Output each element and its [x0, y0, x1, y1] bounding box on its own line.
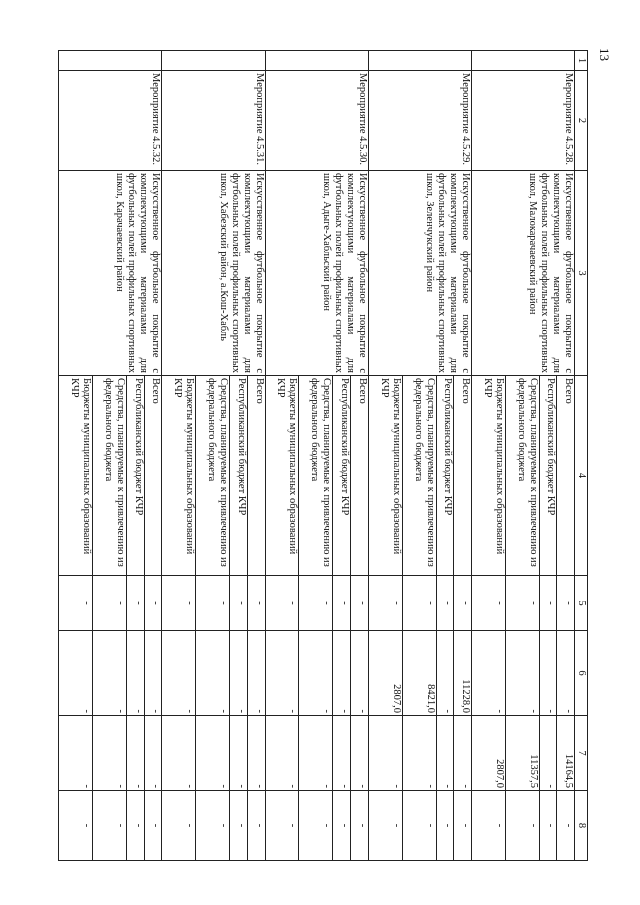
year-value-cell: - — [127, 791, 145, 861]
year-value-cell: 11357,5 — [505, 716, 539, 791]
year-value-cell: - — [436, 631, 454, 716]
year-value-cell: - — [196, 791, 230, 861]
column-number-5: 5 — [575, 576, 588, 631]
year-value-cell: - — [299, 716, 333, 791]
page-number: 13 — [597, 48, 612, 61]
column-number-1: 1 — [575, 51, 588, 71]
year-value-cell: - — [230, 576, 248, 631]
year-value-cell: - — [539, 716, 557, 791]
year-value-cell: - — [247, 716, 265, 791]
table-row — [454, 51, 472, 861]
year-value-cell: - — [299, 631, 333, 716]
year-value-cell: - — [351, 631, 369, 716]
column-number-4: 4 — [575, 376, 588, 576]
measure-id-cell: Мероприятие 4.5.30. — [265, 71, 368, 171]
year-value-cell: - — [162, 716, 196, 791]
funding-source-cell: Бюджеты муниципальных образований КЧР — [471, 376, 505, 576]
year-value-cell: - — [196, 576, 230, 631]
funding-source-cell: Всего — [351, 376, 369, 576]
year-value-cell: - — [471, 576, 505, 631]
funding-source-cell: Республиканский бюджет КЧР — [436, 376, 454, 576]
year-value-cell: - — [162, 576, 196, 631]
year-value-cell: - — [351, 576, 369, 631]
table-row — [247, 51, 265, 861]
row-index-cell — [368, 51, 471, 71]
year-value-cell: - — [144, 791, 162, 861]
funding-source-cell: Средства, планируемые к привлечению из федерального бюджета — [93, 376, 127, 576]
year-value-cell: - — [265, 576, 299, 631]
year-value-cell: - — [144, 716, 162, 791]
year-value-cell: - — [230, 631, 248, 716]
program-measures-table — [58, 50, 588, 861]
rotated-document-page — [58, 50, 588, 860]
year-value-cell: - — [436, 576, 454, 631]
year-value-cell: - — [333, 576, 351, 631]
year-value-cell: - — [127, 631, 145, 716]
measure-description-cell: Искусственное футбольное покрытие с комплектующими материалами для футбольных полей профильных спортивных школ, Малокарачаевский район — [471, 171, 574, 376]
year-value-cell: - — [247, 576, 265, 631]
funding-source-cell: Средства, планируемые к привлечению из федерального бюджета — [299, 376, 333, 576]
table-row — [351, 51, 369, 861]
year-value-cell: - — [333, 716, 351, 791]
year-value-cell: - — [144, 631, 162, 716]
year-value-cell: - — [230, 716, 248, 791]
year-value-cell: - — [557, 631, 575, 716]
funding-source-cell: Бюджеты муниципальных образований КЧР — [162, 376, 196, 576]
year-value-cell: - — [539, 631, 557, 716]
column-number-8: 8 — [575, 791, 588, 861]
funding-source-cell: Всего — [454, 376, 472, 576]
row-index-cell — [265, 51, 368, 71]
row-index-cell — [471, 51, 574, 71]
funding-source-cell: Средства, планируемые к привлечению из федерального бюджета — [402, 376, 436, 576]
year-value-cell: - — [144, 576, 162, 631]
year-value-cell: - — [368, 791, 402, 861]
funding-source-cell: Республиканский бюджет КЧР — [333, 376, 351, 576]
year-value-cell: - — [247, 631, 265, 716]
year-value-cell: - — [162, 791, 196, 861]
funding-source-cell: Республиканский бюджет КЧР — [539, 376, 557, 576]
year-value-cell: 8421,0 — [402, 631, 436, 716]
year-value-cell: 14164,5 — [557, 716, 575, 791]
table-row — [557, 51, 575, 861]
year-value-cell: - — [333, 791, 351, 861]
year-value-cell: - — [402, 576, 436, 631]
year-value-cell: - — [93, 716, 127, 791]
year-value-cell: - — [505, 791, 539, 861]
table-header-row — [575, 51, 588, 861]
year-value-cell: - — [93, 576, 127, 631]
funding-source-cell: Всего — [144, 376, 162, 576]
funding-source-cell: Республиканский бюджет КЧР — [127, 376, 145, 576]
year-value-cell: - — [247, 791, 265, 861]
column-number-7: 7 — [575, 716, 588, 791]
year-value-cell: - — [265, 791, 299, 861]
year-value-cell: - — [454, 716, 472, 791]
year-value-cell: - — [230, 791, 248, 861]
column-number-3: 3 — [575, 171, 588, 376]
year-value-cell: - — [368, 716, 402, 791]
funding-source-cell: Всего — [247, 376, 265, 576]
year-value-cell: - — [557, 576, 575, 631]
year-value-cell: - — [127, 576, 145, 631]
year-value-cell: - — [539, 791, 557, 861]
year-value-cell: - — [299, 576, 333, 631]
year-value-cell: - — [59, 716, 93, 791]
funding-source-cell: Бюджеты муниципальных образований КЧР — [59, 376, 93, 576]
year-value-cell: - — [454, 791, 472, 861]
year-value-cell: - — [539, 576, 557, 631]
measure-id-cell: Мероприятие 4.5.29. — [368, 71, 471, 171]
year-value-cell: - — [127, 716, 145, 791]
row-index-cell — [59, 51, 162, 71]
measure-description-cell: Искусственное футбольное покрытие с комплектующими материалами для футбольных полей профильных спортивных школ, Зеленчукский район — [368, 171, 471, 376]
year-value-cell: - — [59, 576, 93, 631]
year-value-cell: 2807,0 — [368, 631, 402, 716]
year-value-cell: - — [351, 716, 369, 791]
year-value-cell: - — [265, 631, 299, 716]
year-value-cell: - — [59, 631, 93, 716]
year-value-cell: - — [93, 631, 127, 716]
year-value-cell: - — [368, 576, 402, 631]
year-value-cell: - — [299, 791, 333, 861]
year-value-cell: - — [436, 716, 454, 791]
year-value-cell: - — [333, 631, 351, 716]
measure-description-cell: Искусственное футбольное покрытие с комплектующими материалами для футбольных полей профильных спортивных школ, Адыге-Хабльский район — [265, 171, 368, 376]
column-number-6: 6 — [575, 631, 588, 716]
year-value-cell: - — [93, 791, 127, 861]
year-value-cell: - — [471, 631, 505, 716]
year-value-cell: - — [402, 791, 436, 861]
measure-id-cell: Мероприятие 4.5.32. — [59, 71, 162, 171]
year-value-cell: - — [162, 631, 196, 716]
year-value-cell: - — [265, 716, 299, 791]
year-value-cell: - — [471, 791, 505, 861]
year-value-cell: 11228,0 — [454, 631, 472, 716]
year-value-cell: - — [454, 576, 472, 631]
measure-description-cell: Искусственное футбольное покрытие с комплектующими материалами для футбольных полей профильных спортивных школ, Хабезский район, а.Кош-Хабль — [162, 171, 265, 376]
year-value-cell: - — [402, 716, 436, 791]
year-value-cell: - — [351, 791, 369, 861]
year-value-cell: - — [557, 791, 575, 861]
year-value-cell: - — [196, 716, 230, 791]
year-value-cell: - — [59, 791, 93, 861]
funding-source-cell: Бюджеты муниципальных образований КЧР — [368, 376, 402, 576]
year-value-cell: - — [196, 631, 230, 716]
funding-source-cell: Средства, планируемые к привлечению из федерального бюджета — [505, 376, 539, 576]
table-row — [144, 51, 162, 861]
measure-description-cell: Искусственное футбольное покрытие с комплектующими материалами для футбольных полей профильных спортивных школ, Карачаевский район — [59, 171, 162, 376]
funding-source-cell: Всего — [557, 376, 575, 576]
measure-id-cell: Мероприятие 4.5.28. — [471, 71, 574, 171]
year-value-cell: - — [436, 791, 454, 861]
row-index-cell — [162, 51, 265, 71]
year-value-cell: - — [505, 631, 539, 716]
measure-id-cell: Мероприятие 4.5.31. — [162, 71, 265, 171]
funding-source-cell: Бюджеты муниципальных образований КЧР — [265, 376, 299, 576]
column-number-2: 2 — [575, 71, 588, 171]
year-value-cell: - — [505, 576, 539, 631]
funding-source-cell: Республиканский бюджет КЧР — [230, 376, 248, 576]
year-value-cell: 2807,0 — [471, 716, 505, 791]
funding-source-cell: Средства, планируемые к привлечению из федерального бюджета — [196, 376, 230, 576]
